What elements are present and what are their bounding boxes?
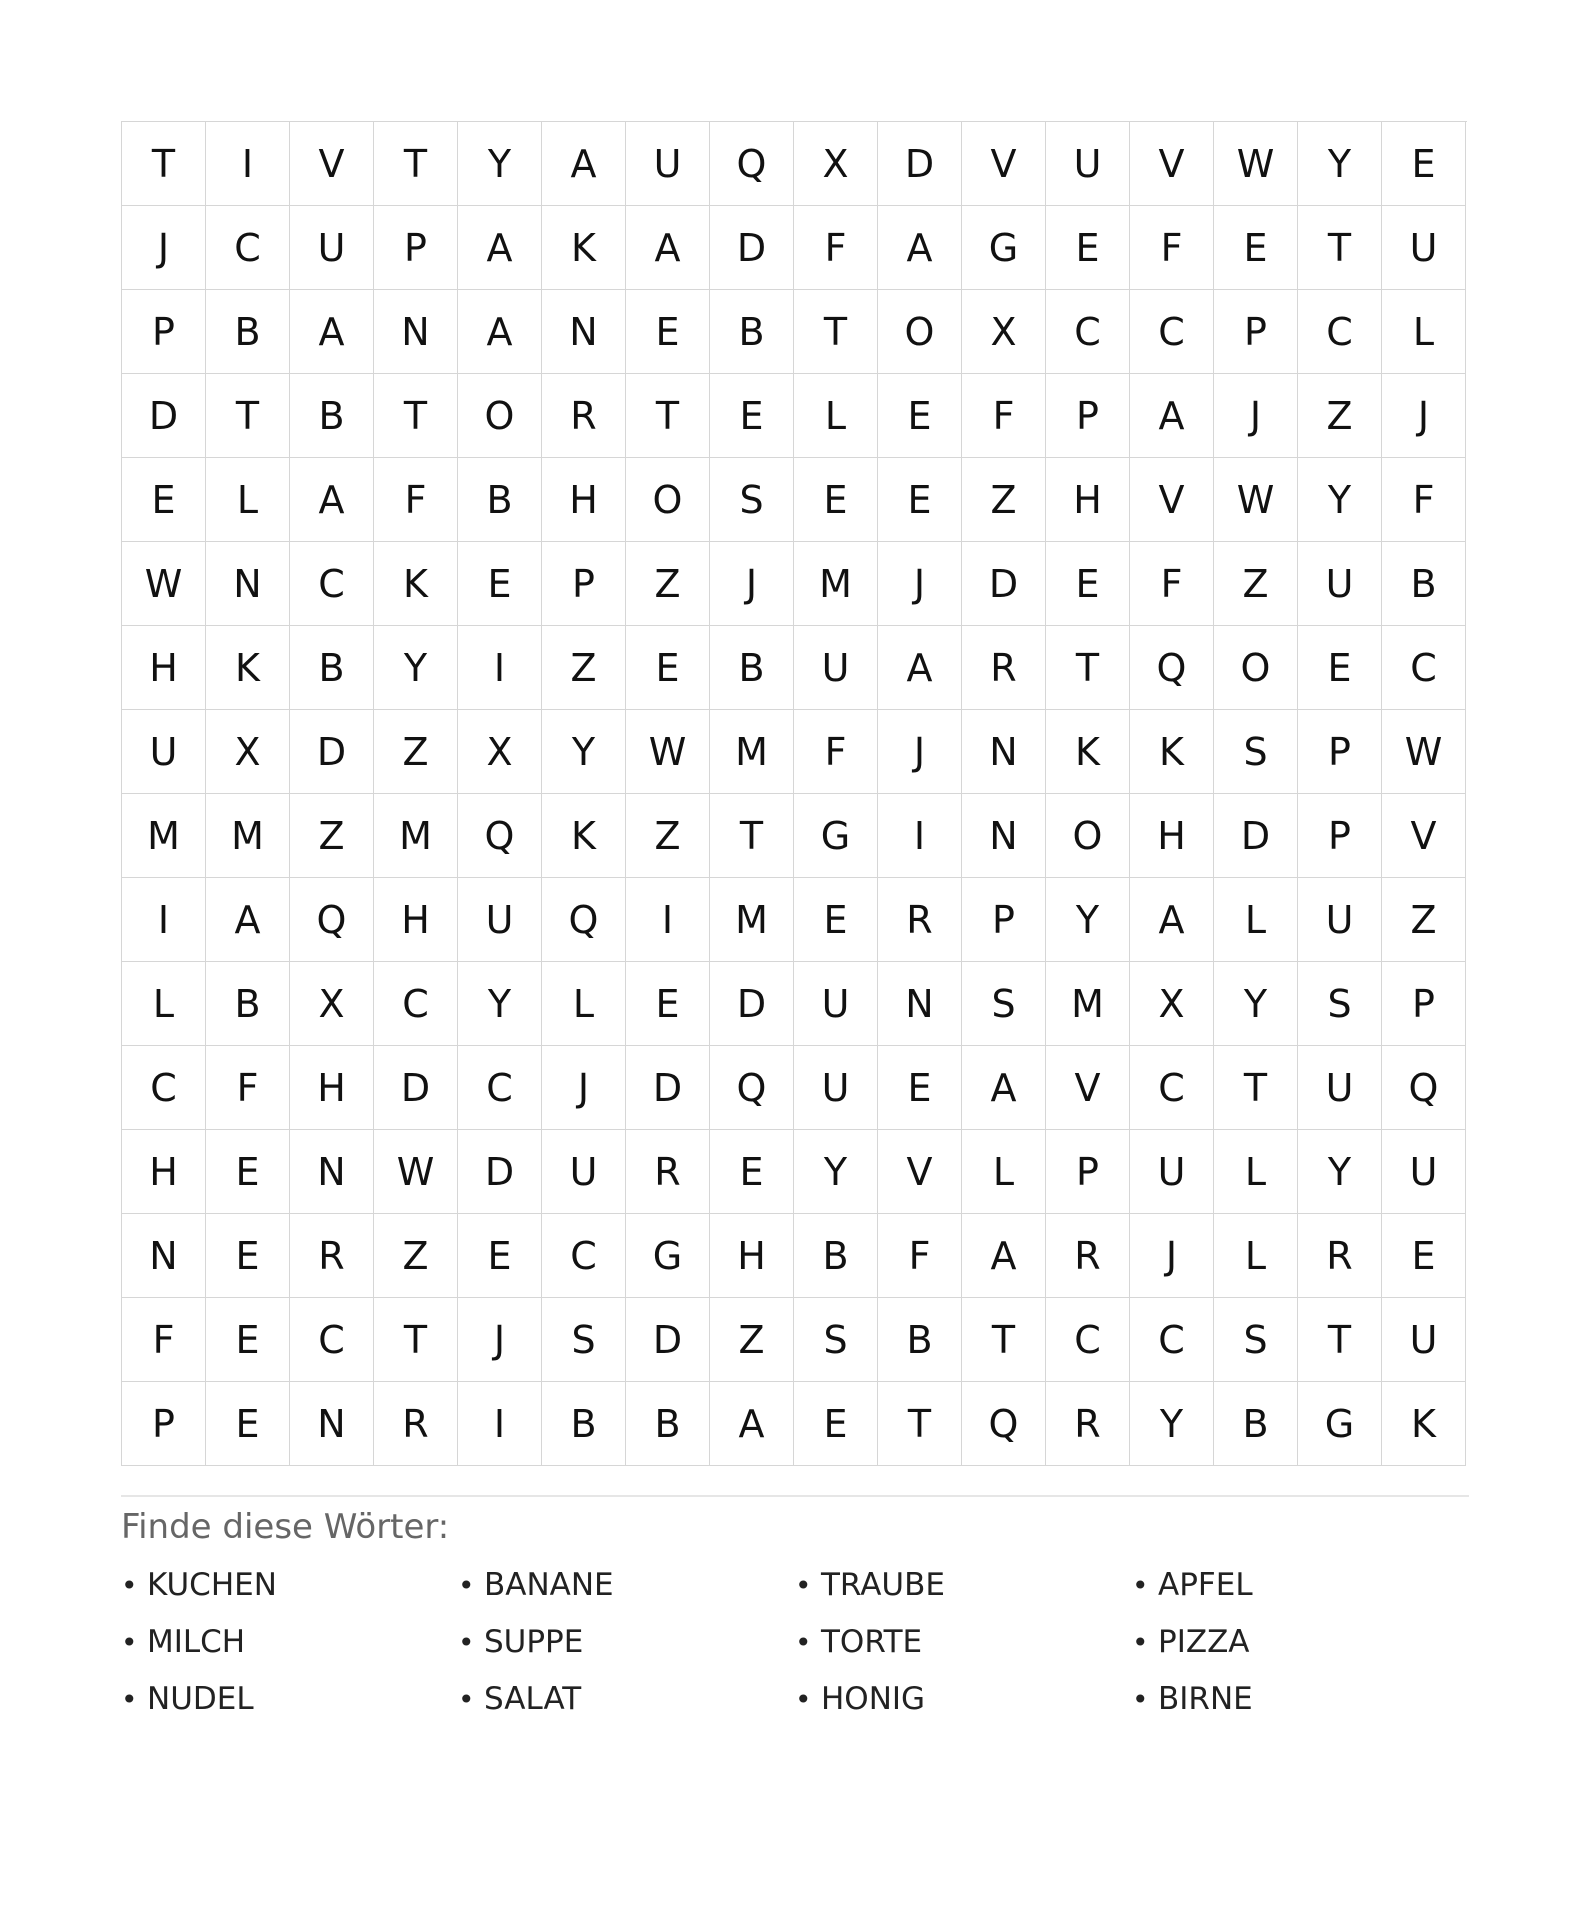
grid-cell[interactable]: H [1130, 794, 1214, 878]
grid-cell[interactable]: R [878, 878, 962, 962]
grid-cell[interactable]: B [458, 458, 542, 542]
grid-cell[interactable]: Q [290, 878, 374, 962]
grid-cell[interactable]: B [794, 1214, 878, 1298]
grid-cell[interactable]: D [878, 122, 962, 206]
grid-cell[interactable]: O [458, 374, 542, 458]
grid-cell[interactable]: U [458, 878, 542, 962]
grid-cell[interactable]: T [374, 374, 458, 458]
grid-cell[interactable]: E [458, 1214, 542, 1298]
word-label: TRAUBE [821, 1567, 945, 1603]
grid-cell[interactable]: S [542, 1298, 626, 1382]
bullet: • [458, 1683, 475, 1716]
grid-cell[interactable]: R [374, 1382, 458, 1466]
grid-cell[interactable]: E [1298, 626, 1382, 710]
grid-cell[interactable]: B [290, 626, 374, 710]
grid-cell[interactable]: D [626, 1046, 710, 1130]
grid-cell[interactable]: A [1130, 374, 1214, 458]
grid-cell[interactable]: S [1298, 962, 1382, 1046]
grid-cell[interactable]: V [290, 122, 374, 206]
grid-cell[interactable]: P [1298, 710, 1382, 794]
grid-cell[interactable]: Y [1298, 122, 1382, 206]
grid-cell[interactable]: Y [542, 710, 626, 794]
word-list-item [458, 1563, 795, 1608]
grid-cell[interactable]: U [626, 122, 710, 206]
grid-cell[interactable]: W [1214, 122, 1298, 206]
grid-cell[interactable]: Z [1298, 374, 1382, 458]
grid-cell[interactable]: A [458, 290, 542, 374]
bullet: • [795, 1569, 812, 1602]
grid-cell[interactable]: J [878, 542, 962, 626]
grid-cell[interactable]: Q [1382, 1046, 1466, 1130]
grid-cell[interactable]: G [794, 794, 878, 878]
grid-cell[interactable]: T [1214, 1046, 1298, 1130]
word-list-item [1132, 1677, 1469, 1722]
grid-cell[interactable]: D [710, 962, 794, 1046]
grid-cell[interactable]: U [122, 710, 206, 794]
grid-cell[interactable]: U [542, 1130, 626, 1214]
grid-cell[interactable]: B [290, 374, 374, 458]
grid-cell[interactable]: N [962, 710, 1046, 794]
grid-cell[interactable]: R [1046, 1382, 1130, 1466]
grid-cell[interactable]: Z [1382, 878, 1466, 962]
grid-cell[interactable]: U [1382, 1130, 1466, 1214]
grid-cell[interactable]: Y [1298, 458, 1382, 542]
grid-cell[interactable]: C [374, 962, 458, 1046]
grid-cell[interactable]: J [878, 710, 962, 794]
grid-cell[interactable]: H [122, 626, 206, 710]
grid-cell[interactable]: L [206, 458, 290, 542]
grid-cell[interactable]: R [1046, 1214, 1130, 1298]
grid-cell[interactable]: Z [962, 458, 1046, 542]
grid-cell[interactable]: Z [1214, 542, 1298, 626]
grid-cell[interactable]: Z [374, 1214, 458, 1298]
grid-cell[interactable]: W [1382, 710, 1466, 794]
grid-cell[interactable]: I [122, 878, 206, 962]
grid-cell[interactable]: E [626, 626, 710, 710]
bullet: • [121, 1569, 138, 1602]
bullet: • [121, 1683, 138, 1716]
grid-cell[interactable]: R [290, 1214, 374, 1298]
grid-cell[interactable]: E [878, 1046, 962, 1130]
grid-cell[interactable]: U [290, 206, 374, 290]
grid-cell[interactable]: E [710, 1130, 794, 1214]
grid-cell[interactable]: G [962, 206, 1046, 290]
grid-cell[interactable]: F [1130, 542, 1214, 626]
grid-cell[interactable]: V [1130, 122, 1214, 206]
bullet: • [458, 1569, 475, 1602]
grid-cell[interactable]: T [794, 290, 878, 374]
word-label: BIRNE [1158, 1681, 1253, 1717]
grid-cell[interactable]: C [206, 206, 290, 290]
grid-cell[interactable]: A [1130, 878, 1214, 962]
grid-cell[interactable]: T [710, 794, 794, 878]
grid-cell[interactable]: X [794, 122, 878, 206]
grid-cell[interactable]: L [1214, 878, 1298, 962]
bullet: • [1132, 1683, 1149, 1716]
bullet: • [1132, 1569, 1149, 1602]
grid-cell[interactable]: U [794, 962, 878, 1046]
grid-cell[interactable]: A [206, 878, 290, 962]
grid-cell[interactable]: J [1130, 1214, 1214, 1298]
grid-cell[interactable]: W [122, 542, 206, 626]
word-label: MILCH [147, 1624, 246, 1660]
word-list-item [795, 1677, 1132, 1722]
bullet: • [458, 1626, 475, 1659]
grid-cell[interactable]: E [794, 458, 878, 542]
grid-cell[interactable]: I [458, 626, 542, 710]
grid-cell[interactable]: T [374, 1298, 458, 1382]
grid-cell[interactable]: W [626, 710, 710, 794]
grid-cell[interactable]: I [878, 794, 962, 878]
grid-cell[interactable]: D [374, 1046, 458, 1130]
grid-cell[interactable]: B [542, 1382, 626, 1466]
grid-cell[interactable]: K [542, 794, 626, 878]
word-list-item [121, 1620, 458, 1665]
grid-cell[interactable]: J [542, 1046, 626, 1130]
grid-cell[interactable]: C [1046, 1298, 1130, 1382]
grid-cell[interactable]: G [1298, 1382, 1382, 1466]
grid-cell[interactable]: F [206, 1046, 290, 1130]
word-label: PIZZA [1158, 1624, 1250, 1660]
grid-cell[interactable]: S [962, 962, 1046, 1046]
grid-cell[interactable]: A [878, 626, 962, 710]
grid-cell[interactable]: Z [290, 794, 374, 878]
grid-cell[interactable]: D [290, 710, 374, 794]
grid-cell[interactable]: F [878, 1214, 962, 1298]
bullet: • [1132, 1626, 1149, 1659]
grid-cell[interactable]: O [878, 290, 962, 374]
word-list-item [1132, 1563, 1469, 1608]
grid-cell[interactable]: B [710, 290, 794, 374]
grid-cell[interactable]: F [962, 374, 1046, 458]
grid-cell[interactable]: Z [374, 710, 458, 794]
grid-cell[interactable]: K [542, 206, 626, 290]
grid-cell[interactable]: E [1382, 122, 1466, 206]
word-label: KUCHEN [147, 1567, 277, 1603]
grid-cell[interactable]: Y [458, 962, 542, 1046]
grid-cell[interactable]: J [1214, 374, 1298, 458]
grid-cell[interactable]: Y [1046, 878, 1130, 962]
grid-cell[interactable]: B [206, 290, 290, 374]
word-label: SUPPE [484, 1624, 584, 1660]
grid-cell[interactable]: F [122, 1298, 206, 1382]
grid-cell[interactable]: U [1130, 1130, 1214, 1214]
grid-cell[interactable]: T [1046, 626, 1130, 710]
grid-cell[interactable]: M [1046, 962, 1130, 1046]
grid-cell[interactable]: P [962, 878, 1046, 962]
grid-cell[interactable]: P [1046, 1130, 1130, 1214]
grid-cell[interactable]: L [962, 1130, 1046, 1214]
grid-cell[interactable]: M [206, 794, 290, 878]
grid-cell[interactable]: H [290, 1046, 374, 1130]
grid-cell[interactable]: R [1298, 1214, 1382, 1298]
grid-cell[interactable]: D [122, 374, 206, 458]
grid-cell[interactable]: P [374, 206, 458, 290]
grid-cell[interactable]: T [962, 1298, 1046, 1382]
grid-cell[interactable]: X [206, 710, 290, 794]
grid-cell[interactable]: T [206, 374, 290, 458]
grid-cell[interactable]: A [290, 290, 374, 374]
grid-cell[interactable]: J [710, 542, 794, 626]
grid-cell[interactable]: I [206, 122, 290, 206]
grid-cell[interactable]: M [122, 794, 206, 878]
grid-cell[interactable]: P [122, 1382, 206, 1466]
grid-cell[interactable]: Z [626, 794, 710, 878]
grid-cell[interactable]: F [374, 458, 458, 542]
grid-cell[interactable]: E [626, 290, 710, 374]
grid-cell[interactable]: U [1298, 1046, 1382, 1130]
grid-cell[interactable]: F [1130, 206, 1214, 290]
word-list-item [1132, 1620, 1469, 1665]
grid-cell[interactable]: L [1382, 290, 1466, 374]
grid-cell[interactable]: H [1046, 458, 1130, 542]
grid-cell[interactable]: H [542, 458, 626, 542]
grid-cell[interactable]: B [1214, 1382, 1298, 1466]
grid-cell[interactable]: E [122, 458, 206, 542]
grid-cell[interactable]: S [710, 458, 794, 542]
grid-cell[interactable]: L [1214, 1130, 1298, 1214]
grid-cell[interactable]: X [962, 290, 1046, 374]
grid-cell[interactable]: H [374, 878, 458, 962]
grid-cell[interactable]: U [1382, 206, 1466, 290]
word-search-puzzle [121, 121, 1469, 1722]
grid-cell[interactable]: P [1046, 374, 1130, 458]
word-label: NUDEL [147, 1681, 254, 1717]
grid-cell[interactable]: F [1382, 458, 1466, 542]
grid-cell[interactable]: Q [542, 878, 626, 962]
grid-cell[interactable]: U [1046, 122, 1130, 206]
grid-cell[interactable]: E [1046, 206, 1130, 290]
grid-cell[interactable]: Q [1130, 626, 1214, 710]
grid-cell[interactable]: U [1382, 1298, 1466, 1382]
grid-cell[interactable]: E [710, 374, 794, 458]
grid-cell[interactable]: T [878, 1382, 962, 1466]
grid-cell[interactable]: X [290, 962, 374, 1046]
grid-cell[interactable]: N [542, 290, 626, 374]
grid-cell[interactable]: J [458, 1298, 542, 1382]
word-list-item [458, 1620, 795, 1665]
grid-cell[interactable]: K [1046, 710, 1130, 794]
grid-cell[interactable]: P [1214, 290, 1298, 374]
grid-cell[interactable]: Y [458, 122, 542, 206]
grid-cell[interactable]: F [794, 206, 878, 290]
word-label: HONIG [821, 1681, 926, 1717]
grid-cell[interactable]: A [458, 206, 542, 290]
grid-cell[interactable]: S [1214, 1298, 1298, 1382]
grid-cell[interactable]: Q [710, 1046, 794, 1130]
grid-cell[interactable]: X [1130, 962, 1214, 1046]
grid-cell[interactable]: E [206, 1130, 290, 1214]
word-list [121, 1563, 1469, 1722]
grid-cell[interactable]: K [1130, 710, 1214, 794]
grid-cell[interactable]: O [626, 458, 710, 542]
grid-cell[interactable]: W [374, 1130, 458, 1214]
grid-cell[interactable]: U [1298, 878, 1382, 962]
divider [121, 1495, 1469, 1497]
grid-cell[interactable]: D [962, 542, 1046, 626]
grid-cell[interactable]: W [1214, 458, 1298, 542]
grid-cell[interactable]: Q [458, 794, 542, 878]
grid-cell[interactable]: Y [1214, 962, 1298, 1046]
word-list-item [795, 1563, 1132, 1608]
word-list-item [795, 1620, 1132, 1665]
grid-cell[interactable]: E [794, 878, 878, 962]
grid-cell[interactable]: H [710, 1214, 794, 1298]
grid-cell[interactable]: T [1298, 206, 1382, 290]
grid-cell[interactable]: U [794, 1046, 878, 1130]
grid-cell[interactable]: Z [710, 1298, 794, 1382]
word-label: BANANE [484, 1567, 614, 1603]
word-label: SALAT [484, 1681, 582, 1717]
grid-cell[interactable]: K [206, 626, 290, 710]
grid-cell[interactable]: S [794, 1298, 878, 1382]
grid-cell[interactable]: B [1382, 542, 1466, 626]
grid-cell[interactable]: C [458, 1046, 542, 1130]
grid-cell[interactable]: M [710, 710, 794, 794]
grid-cell[interactable]: O [1046, 794, 1130, 878]
grid-cell[interactable]: Z [626, 542, 710, 626]
grid-cell[interactable]: U [1298, 542, 1382, 626]
grid-cell[interactable]: L [1214, 1214, 1298, 1298]
grid-cell[interactable]: J [122, 206, 206, 290]
grid-cell[interactable]: R [962, 626, 1046, 710]
grid-cell[interactable]: T [122, 122, 206, 206]
word-list-heading: Finde diese Wörter: [121, 1507, 450, 1547]
grid-cell[interactable]: N [374, 290, 458, 374]
word-list-item [458, 1677, 795, 1722]
grid-cell[interactable]: E [206, 1382, 290, 1466]
grid-cell[interactable]: B [206, 962, 290, 1046]
grid-cell[interactable]: A [290, 458, 374, 542]
grid-cell[interactable]: V [1130, 458, 1214, 542]
grid-cell[interactable]: C [1130, 1298, 1214, 1382]
grid-cell[interactable]: G [626, 1214, 710, 1298]
grid-cell[interactable]: C [1130, 1046, 1214, 1130]
grid-cell[interactable]: U [794, 626, 878, 710]
grid-cell[interactable]: V [962, 122, 1046, 206]
grid-cell[interactable]: J [1382, 374, 1466, 458]
grid-cell[interactable]: C [1046, 290, 1130, 374]
grid-cell[interactable]: L [794, 374, 878, 458]
grid-cell[interactable]: E [626, 962, 710, 1046]
grid-cell[interactable]: E [878, 458, 962, 542]
grid-cell[interactable]: V [878, 1130, 962, 1214]
grid-cell[interactable]: V [1046, 1046, 1130, 1130]
grid-cell[interactable]: Z [542, 626, 626, 710]
grid-cell[interactable]: X [458, 710, 542, 794]
grid-cell[interactable]: A [710, 1382, 794, 1466]
grid-cell[interactable]: E [1382, 1214, 1466, 1298]
grid-cell[interactable]: R [542, 374, 626, 458]
grid-cell[interactable]: T [374, 122, 458, 206]
grid-cell[interactable]: I [458, 1382, 542, 1466]
grid-cell[interactable]: C [542, 1214, 626, 1298]
grid-cell[interactable]: A [962, 1046, 1046, 1130]
grid-cell[interactable]: Q [710, 122, 794, 206]
grid-cell[interactable]: D [626, 1298, 710, 1382]
grid-cell[interactable]: D [1214, 794, 1298, 878]
grid-cell[interactable]: E [1046, 542, 1130, 626]
word-list-item [121, 1563, 458, 1608]
grid-cell[interactable]: C [1298, 290, 1382, 374]
grid-cell[interactable]: C [1130, 290, 1214, 374]
grid-cell[interactable]: M [794, 542, 878, 626]
grid-cell[interactable]: B [878, 1298, 962, 1382]
grid-cell[interactable]: N [878, 962, 962, 1046]
grid-cell[interactable]: E [206, 1214, 290, 1298]
grid-cell[interactable]: E [458, 542, 542, 626]
grid-cell[interactable]: F [794, 710, 878, 794]
grid-cell[interactable]: M [374, 794, 458, 878]
grid-cell[interactable]: M [710, 878, 794, 962]
grid-cell[interactable]: L [542, 962, 626, 1046]
grid-cell[interactable]: E [878, 374, 962, 458]
word-list-item [121, 1677, 458, 1722]
grid-cell[interactable]: I [626, 878, 710, 962]
grid-cell[interactable]: A [878, 206, 962, 290]
grid-cell[interactable]: P [1298, 794, 1382, 878]
grid-cell[interactable]: P [542, 542, 626, 626]
grid-cell[interactable]: N [962, 794, 1046, 878]
bullet: • [121, 1626, 138, 1659]
grid-cell[interactable]: N [290, 1130, 374, 1214]
grid-cell[interactable]: Y [1130, 1382, 1214, 1466]
grid-cell[interactable]: N [290, 1382, 374, 1466]
grid-cell[interactable]: Q [962, 1382, 1046, 1466]
grid-cell[interactable]: Y [374, 626, 458, 710]
grid-cell[interactable]: D [710, 206, 794, 290]
grid-cell[interactable]: A [626, 206, 710, 290]
bullet: • [795, 1683, 812, 1716]
grid-cell[interactable]: K [374, 542, 458, 626]
letter-grid [121, 121, 1467, 1466]
grid-cell[interactable]: V [1382, 794, 1466, 878]
grid-cell[interactable]: C [290, 542, 374, 626]
grid-cell[interactable]: A [962, 1214, 1046, 1298]
grid-cell[interactable]: L [122, 962, 206, 1046]
grid-cell[interactable]: C [290, 1298, 374, 1382]
grid-cell[interactable]: T [1298, 1298, 1382, 1382]
grid-cell[interactable]: N [122, 1214, 206, 1298]
grid-cell[interactable]: H [122, 1130, 206, 1214]
grid-cell[interactable]: K [1382, 1382, 1466, 1466]
grid-cell[interactable]: B [710, 626, 794, 710]
grid-cell[interactable]: E [206, 1298, 290, 1382]
grid-cell[interactable]: R [626, 1130, 710, 1214]
grid-cell[interactable]: E [794, 1382, 878, 1466]
word-label: TORTE [821, 1624, 923, 1660]
grid-cell[interactable]: P [1382, 962, 1466, 1046]
grid-cell[interactable]: A [542, 122, 626, 206]
grid-cell[interactable]: O [1214, 626, 1298, 710]
grid-cell[interactable]: C [1382, 626, 1466, 710]
grid-cell[interactable]: Y [1298, 1130, 1382, 1214]
grid-cell[interactable]: Y [794, 1130, 878, 1214]
grid-cell[interactable]: T [626, 374, 710, 458]
grid-cell[interactable]: E [1214, 206, 1298, 290]
bullet: • [795, 1626, 812, 1659]
grid-cell[interactable]: S [1214, 710, 1298, 794]
grid-cell[interactable]: C [122, 1046, 206, 1130]
grid-cell[interactable]: B [626, 1382, 710, 1466]
grid-cell[interactable]: P [122, 290, 206, 374]
grid-cell[interactable]: D [458, 1130, 542, 1214]
grid-cell[interactable]: N [206, 542, 290, 626]
word-label: APFEL [1158, 1567, 1253, 1603]
